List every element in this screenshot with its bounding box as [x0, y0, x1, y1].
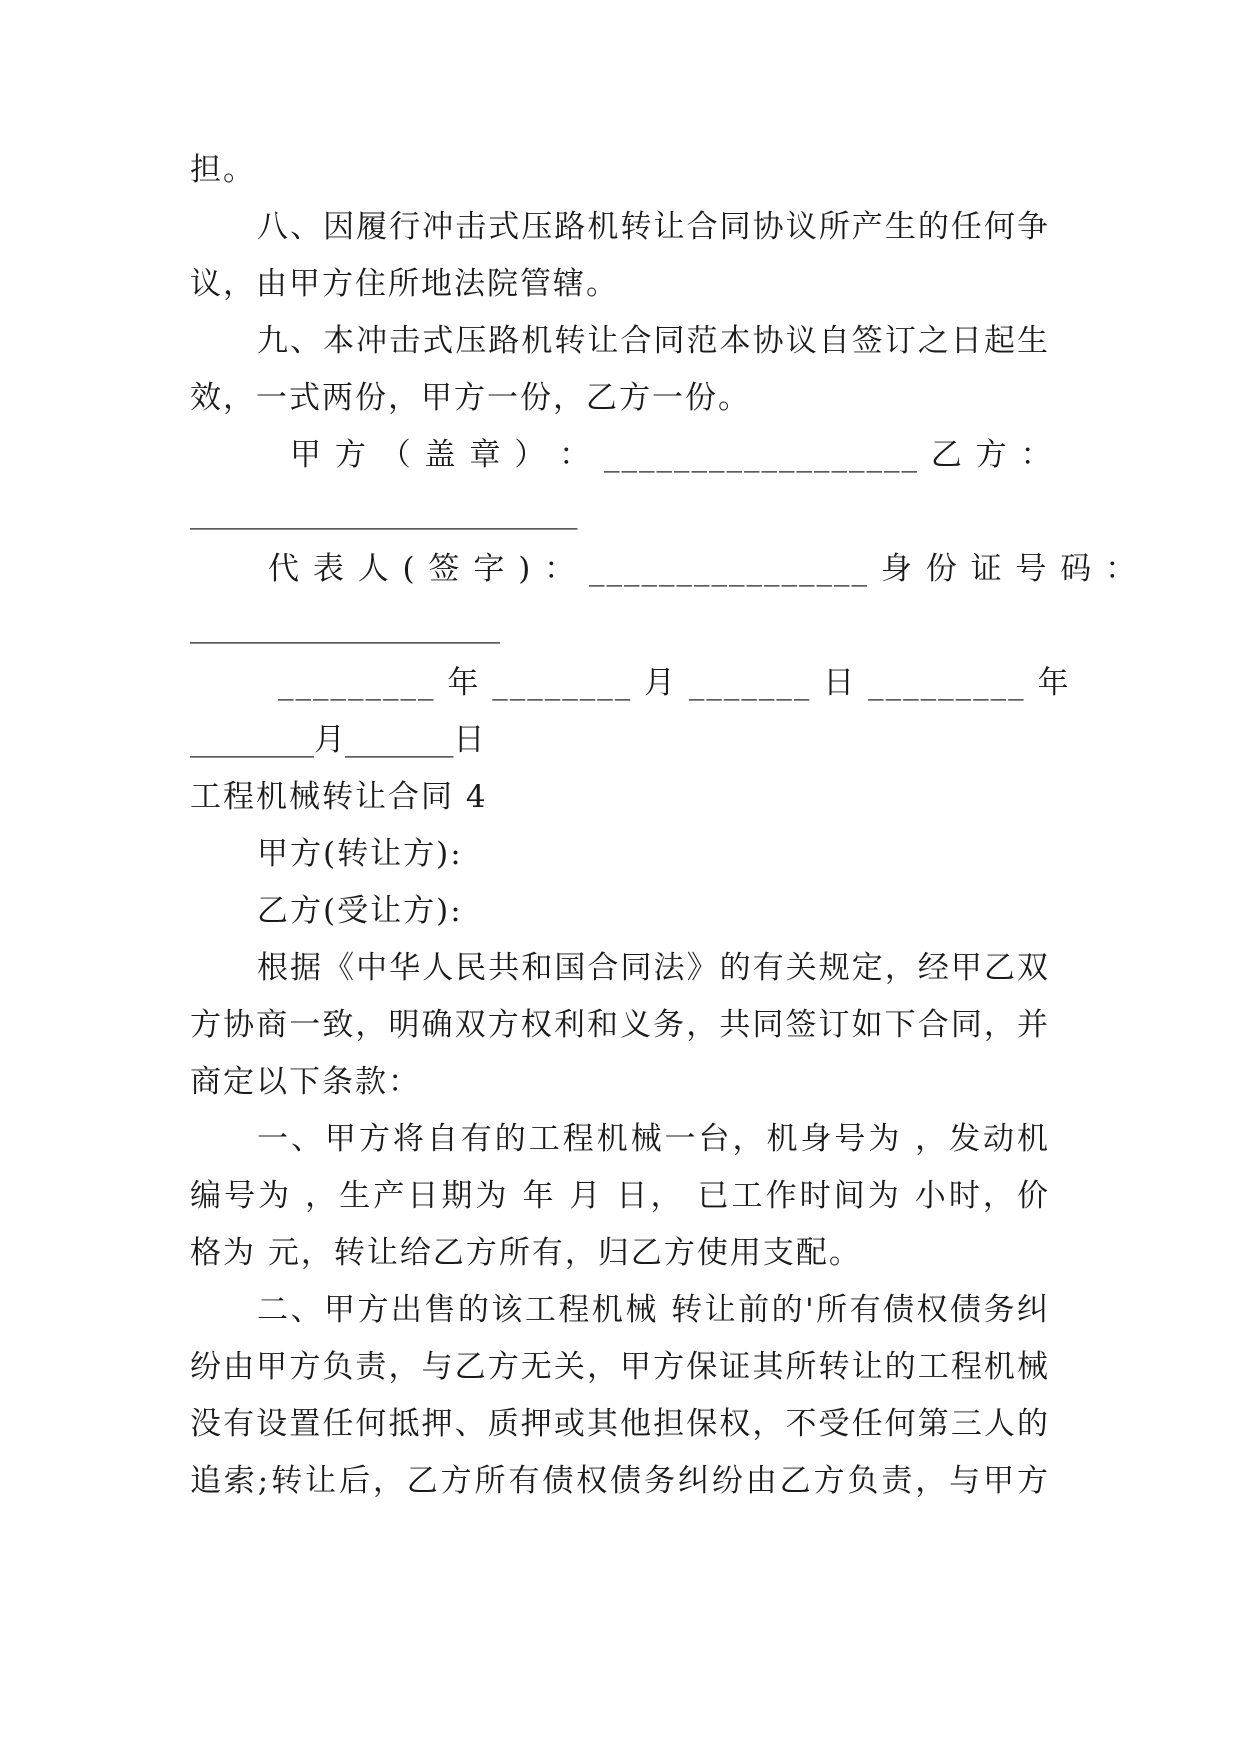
date-line: _________ 年 ________ 月 _______ 日 _________ 年	[278, 665, 1071, 701]
text-line: 担。	[190, 152, 256, 188]
text-line: 九、本冲击式压路机转让合同范本协议自签订之日起生	[257, 323, 1050, 359]
id-number-blank: ____________________	[190, 608, 500, 644]
text-line: 一、甲方将自有的工程机械一台，机身号为 ，发动机	[257, 1121, 1050, 1157]
text-line: 八、因履行冲击式压路机转让合同协议所产生的任何争	[257, 209, 1050, 245]
text-line: 纷由甲方负责，与乙方无关，甲方保证其所转让的工程机械	[190, 1349, 1050, 1385]
date-line-continued: ________月_______日	[190, 722, 485, 758]
signature-line-party-a: 甲 方 （ 盖 章 ） ： __________________ 乙 方 ：	[290, 437, 1054, 473]
text-line: 效，一式两份，甲方一份，乙方一份。	[190, 380, 751, 416]
section-title: 工程机械转让合同 4	[190, 779, 488, 815]
text-line: 追索;转让后，乙方所有债权债务纠纷由乙方负责，与甲方	[190, 1463, 1050, 1499]
text-line: 商定以下条款：	[190, 1064, 421, 1100]
text-line: 方协商一致，明确双方权利和义务，共同签订如下合同，并	[190, 1007, 1050, 1043]
representative-line: 代 表 人 ( 签 字 ) ： ________________ 身 份 证 号 码 ：	[268, 551, 1139, 587]
text-line: 根据《中华人民共和国合同法》的有关规定，经甲乙双	[257, 950, 1050, 986]
text-line: 没有设置任何抵押、质押或其他担保权，不受任何第三人的	[190, 1406, 1050, 1442]
party-b-label: 乙方(受让方):	[257, 893, 463, 929]
text-line: 格为 元，转让给乙方所有，归乙方使用支配。	[190, 1235, 862, 1271]
text-line: 二、甲方出售的该工程机械 转让前的'所有债权债务纠	[257, 1292, 1050, 1328]
text-line: 编号为 ，生产日期为 年 月 日， 已工作时间为 小时，价	[190, 1178, 1050, 1214]
party-a-label: 甲方(转让方):	[257, 836, 463, 872]
signature-blank: _________________________	[190, 494, 578, 530]
text-line: 议，由甲方住所地法院管辖。	[190, 266, 619, 302]
